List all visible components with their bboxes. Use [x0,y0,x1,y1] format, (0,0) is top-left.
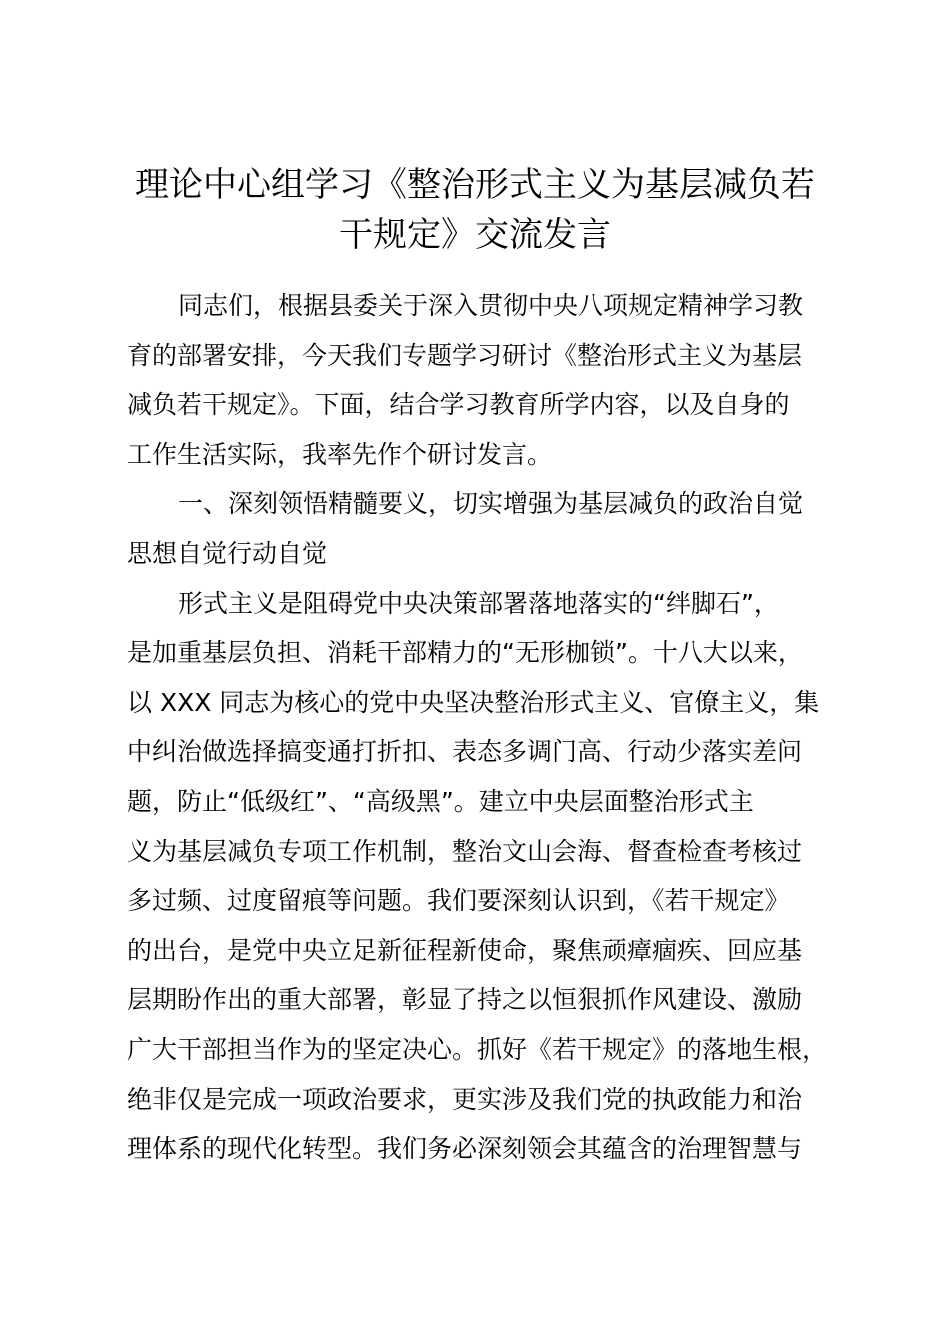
text-line: 理体系的现代化转型。我们务必深刻领会其蕴含的治理智慧与 [127,1134,803,1164]
text-line: 义为基层减负专项工作机制，整治文山会海、督查检查考核过 [127,836,803,866]
text-line: 多过频、过度留痕等问题。我们要深刻认识到，《若干规定》 [127,886,790,916]
text-line: 减负若干规定》。下面，结合学习教育所学内容，以及自身的 [127,390,790,420]
title-line: 干规定》交流发言 [339,215,611,255]
paragraph-body [127,579,847,1174]
title-line: 理论中心组学习《整治形式主义为基层减负若 [135,165,815,205]
section-heading [127,479,847,578]
text-line: 以 XXX 同志为核心的党中央坚决整治形式主义、官僚主义，集 [127,687,820,717]
text-line: 的出台，是党中央立足新征程新使命，聚焦顽瘴痼疾、回应基 [127,935,803,965]
text-line: 绝非仅是完成一项政治要求，更实涉及我们党的执政能力和治 [127,1084,803,1114]
text-line: 中纠治做选择搞变通打折扣、表态多调门高、行动少落实差问 [127,737,803,767]
text-line: 同志们，根据县委关于深入贯彻中央八项规定精神学习教 [178,291,804,320]
document-body [127,281,847,1174]
text-line: 层期盼作出的重大部署，彰显了持之以恒狠抓作风建设、激励 [127,985,803,1015]
text-line: 广大干部担当作为的坚定决心。抓好《若干规定》的落地生根， [127,1034,828,1064]
text-line: 一、深刻领悟精髓要义，切实增强为基层减负的政治自觉 [178,489,804,519]
paragraph-intro [127,281,847,479]
text-line: 育的部署安排，今天我们专题学习研讨《整治形式主义为基层 [127,340,803,370]
text-line: 形式主义是阻碍党中央决策部署落地落实的“绊脚石”， [178,588,779,618]
text-line: 工作生活实际，我率先作个研讨发言。 [127,439,553,469]
document-title [100,160,850,260]
text-line: 是加重基层负担、消耗干部精力的“无形枷锁”。十八大以来， [127,638,803,668]
text-line: 思想自觉行动自觉 [127,538,328,568]
text-line: 题，防止“低级红”、“高级黑”。建立中央层面整治形式主 [127,786,754,816]
